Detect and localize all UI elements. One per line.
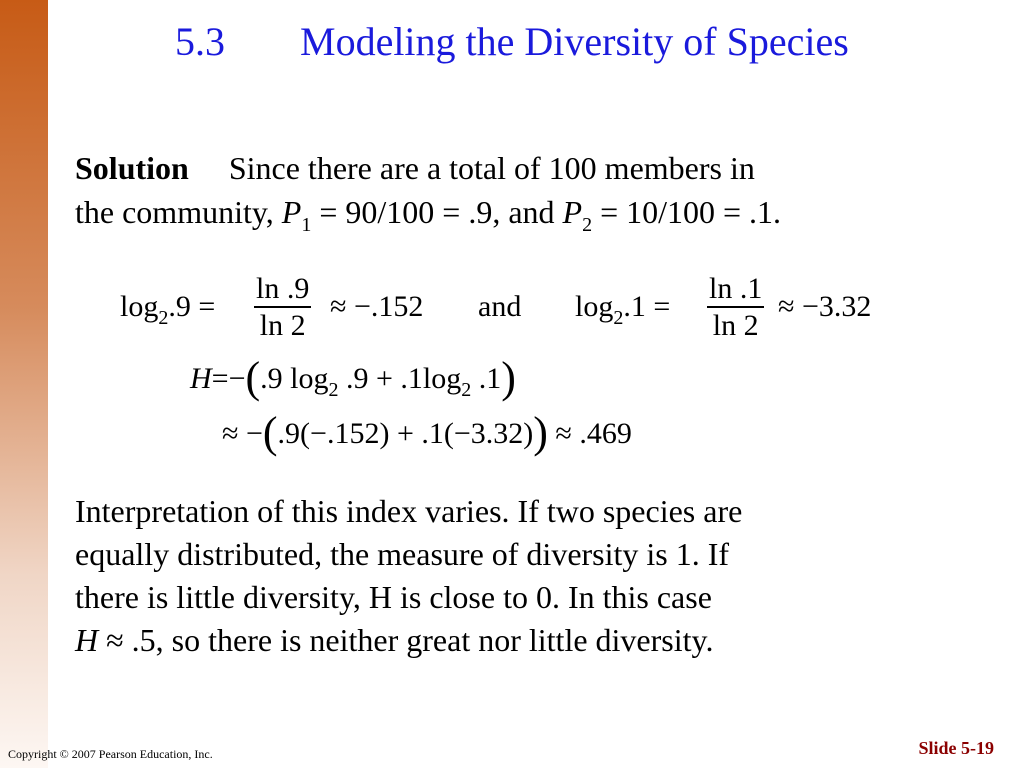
p1-sub: 1: [301, 214, 312, 236]
approx-open-paren: (: [262, 408, 278, 457]
solution-label: Solution: [75, 150, 189, 186]
slide-title: [175, 18, 849, 65]
copyright-notice: Copyright © 2007 Pearson Education, Inc.: [8, 747, 213, 761]
approx-equation: [222, 407, 632, 458]
eq1-arg: .9 =: [168, 290, 216, 323]
solution-line1: Since there are a total of 100 members in: [228, 150, 755, 186]
h-base2: 2: [461, 379, 472, 401]
h-eq: =−: [211, 362, 246, 395]
interp-line3: there is little diversity, H is close to 0. In this case: [75, 579, 712, 615]
and-word: and: [478, 290, 522, 323]
p2-expr: = 10/100 = .1.: [592, 194, 782, 230]
eq2-denominator: ln 2: [712, 309, 759, 342]
eq2-numerator: ln .1: [707, 272, 764, 308]
h-var: H: [190, 362, 212, 395]
sidebar-accent-bar: [0, 0, 48, 768]
p1-var: P: [281, 194, 302, 230]
interp-line2: equally distributed, the measure of diversity is 1. If: [75, 536, 730, 572]
h-close-paren: ): [501, 353, 516, 402]
eq2-result: ≈ −3.32: [778, 290, 872, 323]
interp-line1: Interpretation of this index varies. If two species are: [75, 493, 743, 529]
eq2-fraction: [707, 272, 764, 344]
eq2-base: 2: [613, 307, 624, 329]
h-term2: .9 + .1log: [338, 362, 462, 395]
eq2-log: log: [575, 290, 614, 323]
p1-expr: = 90/100 = .9, and: [311, 194, 563, 230]
interpretation-paragraph: [75, 490, 975, 662]
eq2-arg: .1 =: [623, 290, 671, 323]
solution-paragraph: [75, 146, 975, 247]
approx-body: .9(−.152) + .1(−3.32): [277, 417, 534, 450]
approx-pre: ≈ −: [222, 417, 263, 450]
h-equation: [190, 352, 516, 403]
h-term3: .1: [471, 362, 502, 395]
h-open-paren: (: [245, 353, 261, 402]
eq1-result: ≈ −.152: [330, 290, 424, 323]
interp-h-var: H: [75, 622, 99, 658]
interp-line4: ≈ .5, so there is neither great nor little diversity.: [98, 622, 714, 658]
section-number: 5.3: [175, 19, 225, 64]
eq1-fraction: [254, 272, 311, 344]
p2-sub: 2: [582, 214, 593, 236]
eq1-base: 2: [158, 307, 169, 329]
slide-number: Slide 5-19: [918, 738, 994, 758]
eq1-log: log: [120, 290, 159, 323]
solution-line2-pre: the community,: [75, 194, 282, 230]
section-title: Modeling the Diversity of Species: [300, 19, 849, 64]
h-base1: 2: [328, 379, 339, 401]
approx-close-paren: ): [533, 408, 548, 457]
eq1-numerator: ln .9: [254, 272, 311, 308]
eq1-denominator: ln 2: [259, 309, 306, 342]
eq2-left: [575, 290, 670, 330]
p2-var: P: [562, 194, 583, 230]
eq1-left: [120, 290, 215, 330]
approx-result: ≈ .469: [547, 417, 632, 450]
h-term1: .9 log: [260, 362, 329, 395]
